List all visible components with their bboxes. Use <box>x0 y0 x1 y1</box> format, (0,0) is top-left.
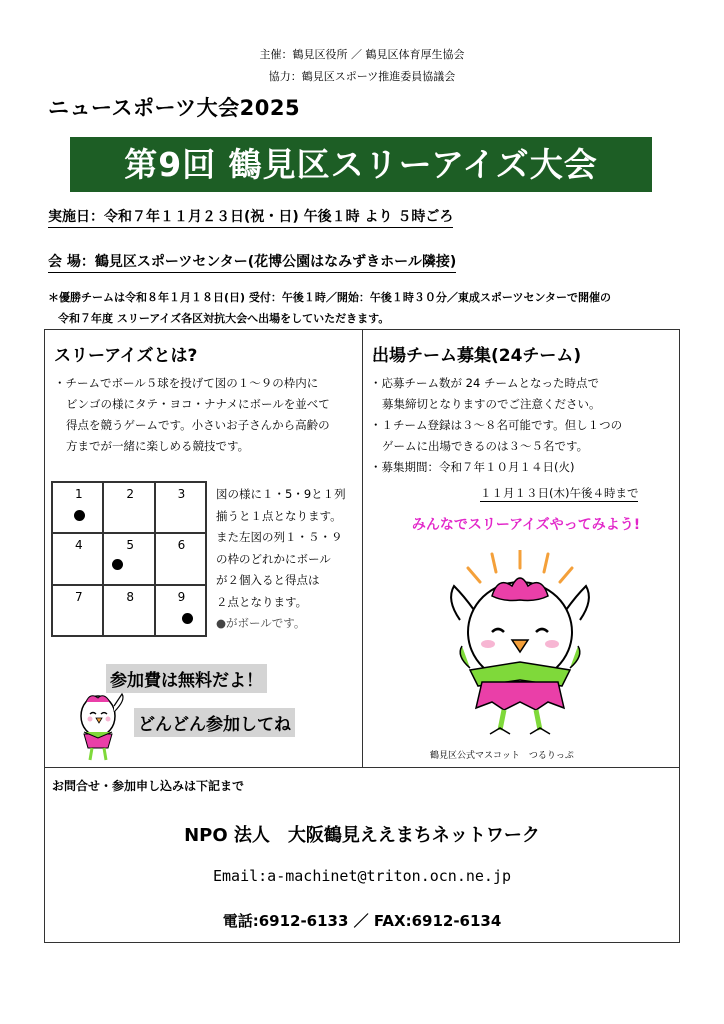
about-line: 得点を競うゲームです。小さいお子さんから高齢の <box>66 418 330 432</box>
contact-phone: 電話:6912-6133 ／ FAX:6912-6134 <box>222 912 502 930</box>
winner-note-line-2: 令和７年度 スリーアイズ各区対抗大会へ出場をしていただきます。 <box>58 312 390 325</box>
event-date: 実施日：令和７年１１月２３日(祝・日) 午後１時 より ５時ごろ <box>48 206 453 228</box>
ball-icon <box>112 559 123 570</box>
ball-legend: ●がボールです。 <box>216 616 306 630</box>
grid-cell: 9 <box>155 585 206 636</box>
contact-divider <box>44 767 680 768</box>
grid-explanation <box>216 484 358 635</box>
join-banner: どんどん参加してね <box>134 708 295 737</box>
contact-email[interactable]: Email:a-machinet@triton.ocn.ne.jp <box>212 867 511 885</box>
ball-icon <box>182 613 193 624</box>
explain-line: また左図の列１・５・９ <box>216 530 343 544</box>
grid-cell: 7 <box>52 585 103 636</box>
event-subtitle: ニュースポーツ大会2025 <box>48 96 301 120</box>
grid-cell: 6 <box>155 533 206 584</box>
slogan: みんなでスリーアイズやってみよう! <box>411 517 641 533</box>
about-line: ビンゴの様にタテ・ヨコ・ナナメにボールを並べて <box>66 397 330 411</box>
about-line: ・チームでボール５球を投げて図の１～９の枠内に <box>54 376 319 390</box>
explain-line: 図の様に１・5・9と１列 <box>216 487 346 501</box>
grid-cell: 1 <box>52 482 103 533</box>
contact-heading: お問合せ・参加申し込みは下記まで <box>52 779 245 793</box>
event-title: 第9回 鶴見区スリーアイズ大会 <box>70 137 652 192</box>
recruit-heading: 出場チーム募集(24チーム) <box>372 346 582 366</box>
grid-cell: 8 <box>103 585 154 636</box>
mascot-small-icon <box>70 690 132 766</box>
column-divider <box>362 329 363 768</box>
grid-cell: 5 <box>103 533 154 584</box>
recruit-line: ・募集期間：令和７年１０月１４日(火) <box>370 460 575 474</box>
about-heading: スリーアイズとは? <box>54 346 198 366</box>
recruit-line: ・応募チーム数が 24 チームとなった時点で <box>370 376 599 390</box>
organization-name: NPO 法人 大阪鶴見ええまちネットワーク <box>184 825 540 846</box>
explain-line: の枠のどれかにボール <box>216 551 331 566</box>
recruit-deadline: １１月１３日(木)午後４時まで <box>480 486 639 500</box>
about-description <box>54 373 354 457</box>
recruit-line: ・１チーム登録は３～８名可能です。但し１つの <box>370 418 623 432</box>
grid-cell: 2 <box>103 482 154 533</box>
recruit-line: 募集締切となりますのでご注意ください。 <box>382 397 601 411</box>
recruit-line: ゲームに出場できるのは３～５名です。 <box>382 439 589 453</box>
event-venue: 会 場：鶴見区スポーツセンター(花博公園はなみずきホール隣接) <box>48 251 456 273</box>
explain-line: が２個入ると得点は <box>216 573 320 587</box>
mascot-tsururippu-icon <box>440 550 600 742</box>
winner-note-line-1: ＊優勝チームは令和８年１月１８日(日) 受付：午後１時／開始：午後１時３０分／東成スポーツセンターで開催の <box>48 291 612 304</box>
recruit-description <box>370 373 676 478</box>
explain-line: ２点となります。 <box>216 594 308 609</box>
free-fee-banner: 参加費は無料だよ！ <box>106 664 267 693</box>
explain-line: 揃うと１点となります。 <box>216 508 342 523</box>
grid-cell: 4 <box>52 533 103 584</box>
ball-icon <box>74 510 85 521</box>
mascot-caption: 鶴見区公式マスコット つるりっぷ <box>430 751 574 761</box>
target-grid <box>51 481 207 637</box>
organizer-line: 主催：鶴見区役所 ／ 鶴見区体育厚生協会 <box>259 48 465 61</box>
about-line: 方までが一緒に楽しめる競技です。 <box>66 439 250 453</box>
grid-cell: 3 <box>155 482 206 533</box>
cooperation-line: 協力：鶴見区スポーツ推進委員協議会 <box>268 70 456 83</box>
